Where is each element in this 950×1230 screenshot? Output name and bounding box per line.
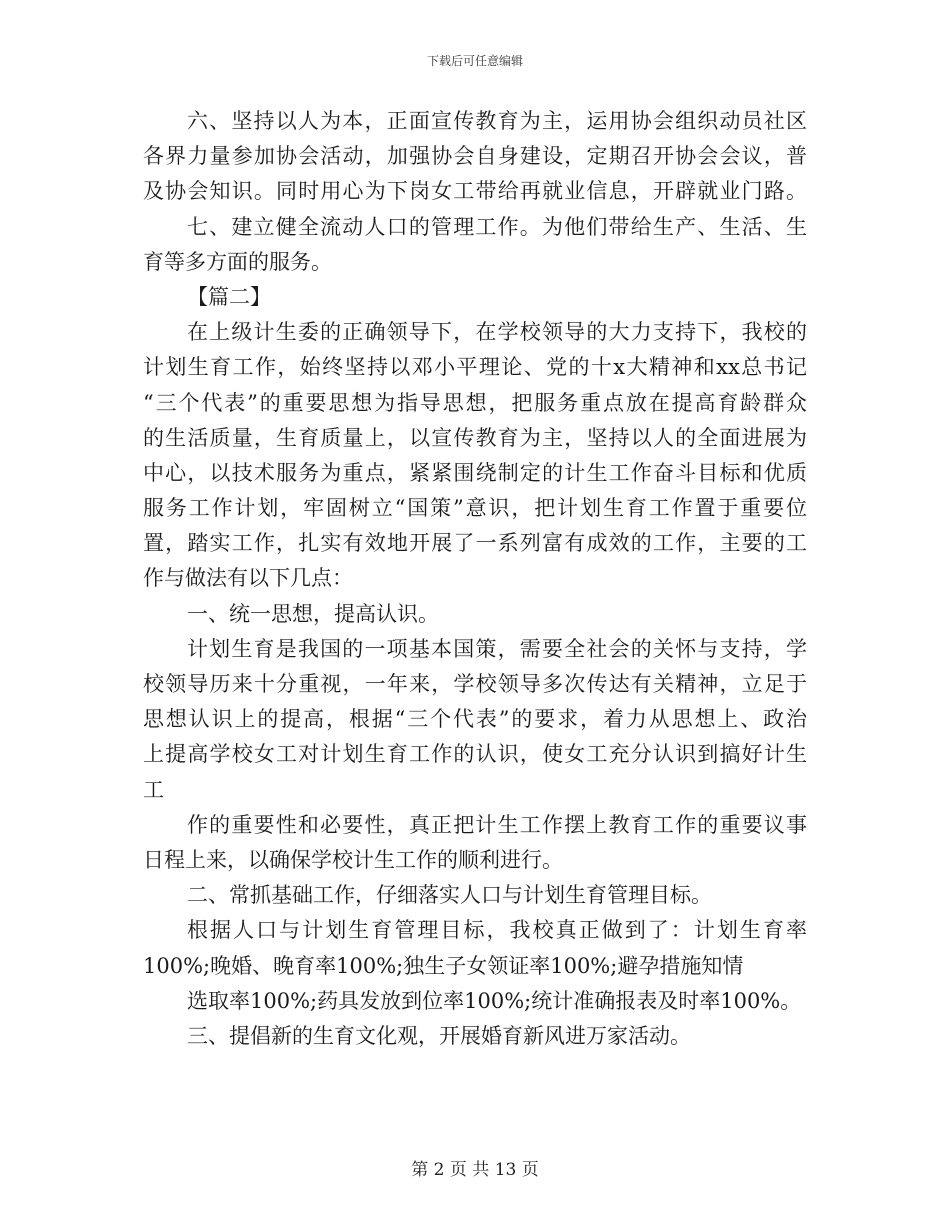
text-line: 100%;晚婚、晚育率100%;独生子女领证率100%;避孕措施知情 (143, 953, 744, 978)
text-line: 作的重要性和必要性，真正把计生工作摆上教育工作的重要议事 (187, 812, 807, 837)
text-line: 日程上来，以确保学校计生工作的顺利进行。 (143, 847, 563, 872)
text-line: 中心，以技术服务为重点，紧紧围绕制定的计生工作奋斗目标和优质 (143, 460, 807, 485)
text-line: 三、提倡新的生育文化观，开展婚育新风进万家活动。 (187, 1023, 691, 1048)
text-line: 置，踏实工作，扎实有效地开展了一系列富有成效的工作，主要的工 (143, 531, 807, 556)
text-line: 【篇二】 (187, 284, 271, 309)
text-line: 各界力量参加协会活动，加强协会自身建设，定期召开协会会议，普 (143, 144, 807, 169)
text-line: 七、建立健全流动人口的管理工作。为他们带给生产、生活、生 (187, 214, 807, 239)
text-line: 的生活质量，生育质量上，以宣传教育为主，坚持以人的全面进展为 (143, 425, 807, 450)
text-line: 计划生育是我国的一项基本国策，需要全社会的关怀与支持，学 (187, 636, 807, 661)
text-line: 在上级计生委的正确领导下，在学校领导的大力支持下，我校的 (187, 320, 807, 345)
text-line: 育等多方面的服务。 (143, 249, 332, 274)
text-line: 服务工作计划，牢固树立“国策”意识，把计划生育工作置于重要位 (143, 496, 807, 521)
text-line: “三个代表”的重要思想为指导思想，把服务重点放在提高育龄群众 (143, 390, 807, 415)
text-line: 作与做法有以下几点： (143, 566, 353, 591)
page-header-note: 下载后可任意编辑 (426, 54, 523, 68)
text-line: 工 (143, 777, 164, 802)
text-line: 六、坚持以人为本，正面宣传教育为主，运用协会组织动员社区 (187, 109, 807, 133)
text-line: 思想认识上的提高，根据“三个代表”的要求，着力从思想上、政治 (143, 707, 807, 732)
document-body (143, 104, 807, 1054)
text-line: 根据人口与计划生育管理目标，我校真正做到了：计划生育率 (187, 918, 807, 943)
page-number: 第 2 页 共 13 页 (411, 1160, 539, 1180)
text-line: 上提高学校女工对计划生育工作的认识，使女工充分认识到搞好计生 (143, 742, 807, 767)
text-line: 一、统一思想，提高认识。 (187, 601, 439, 626)
text-line: 及协会知识。同时用心为下岗女工带给再就业信息，开辟就业门路。 (143, 179, 807, 204)
text-line: 校领导历来十分重视，一年来，学校领导多次传达有关精神，立足于 (143, 672, 807, 696)
text-line: 计划生育工作，始终坚持以邓小平理论、党的十x大精神和xx总书记 (143, 355, 807, 380)
text-line: 选取率100%;药具发放到位率100%;统计准确报表及时率100%。 (187, 988, 802, 1013)
text-line: 二、常抓基础工作，仔细落实人口与计划生育管理目标。 (187, 883, 712, 908)
